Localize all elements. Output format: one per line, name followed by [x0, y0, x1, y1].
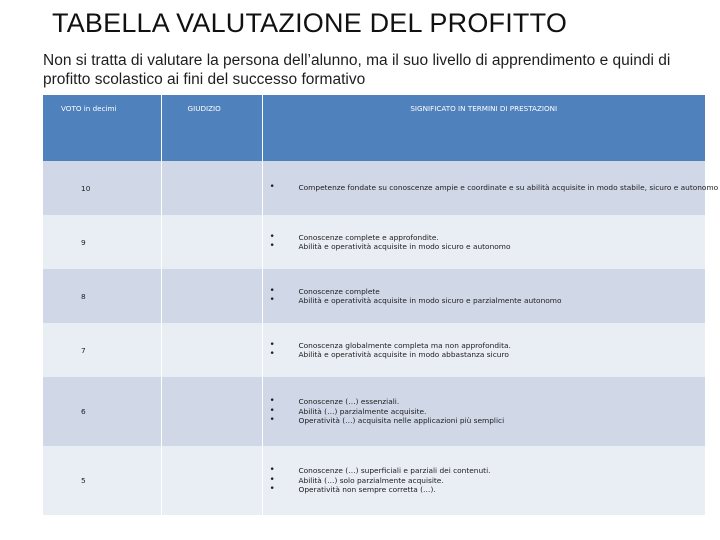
evaluation-table — [43, 95, 719, 515]
bullet-icon: • — [269, 474, 275, 485]
significato-cell — [262, 377, 705, 446]
header-voto: VOTO in decimi — [43, 95, 161, 161]
list-item — [269, 182, 719, 193]
list-item-text: Abilità e operatività acquisite in modo sicuro e autonomo — [298, 242, 511, 251]
bullet-icon: • — [269, 231, 275, 242]
list-item — [270, 242, 706, 252]
list-item-text: Operatività (…) acquisita nelle applicazioni più semplici — [298, 416, 505, 426]
table-row — [43, 323, 705, 377]
bullet-list — [270, 466, 706, 495]
table-row — [43, 215, 705, 269]
giudizio-cell — [161, 323, 262, 377]
list-item — [270, 287, 706, 297]
bullet-icon: • — [269, 465, 275, 476]
giudizio-cell — [161, 377, 262, 446]
list-item — [270, 397, 706, 407]
bullet-icon: • — [269, 285, 275, 296]
header-significato: SIGNIFICATO IN TERMINI DI PRESTAZIONI — [262, 95, 705, 161]
list-item-text: Abilità e operatività acquisite in modo abbastanza sicuro — [298, 350, 509, 359]
list-item-text: Competenze fondate su conoscenze ampie e coordinate e su abilità acquisite in modo stabile, sicuro e autonomo — [298, 183, 719, 193]
table-row — [43, 446, 705, 515]
giudizio-cell — [161, 269, 262, 323]
list-item-text: Conoscenze complete e approfondite. — [298, 232, 439, 242]
bullet-icon: • — [269, 396, 275, 407]
voto-cell: 10 — [43, 161, 161, 215]
bullet-icon: • — [269, 295, 275, 305]
list-item-text: Conoscenze (…) essenziali. — [298, 397, 400, 407]
bullet-icon: • — [269, 339, 275, 350]
bullet-icon: • — [269, 405, 275, 416]
significato-cell — [262, 269, 705, 323]
significato-cell — [262, 161, 719, 215]
slide-title: TABELLA VALUTAZIONE DEL PROFITTO — [52, 8, 568, 38]
voto-cell: 9 — [43, 215, 161, 269]
significato-cell — [262, 446, 705, 515]
bullet-icon: • — [269, 182, 275, 193]
significato-cell — [262, 215, 705, 269]
voto-cell: 7 — [43, 323, 161, 377]
list-item — [270, 296, 706, 306]
table-header-row — [43, 95, 705, 161]
list-item — [270, 350, 706, 360]
bullet-icon: • — [269, 241, 275, 251]
list-item-text: Operatività non sempre corretta (…). — [298, 485, 436, 495]
list-item — [270, 341, 706, 351]
header-giudizio: GIUDIZIO — [161, 95, 262, 161]
bullet-list — [270, 233, 706, 252]
giudizio-cell — [161, 161, 262, 215]
voto-cell: 8 — [43, 269, 161, 323]
list-item-text: Conoscenze complete — [298, 286, 380, 296]
giudizio-cell — [161, 215, 262, 269]
voto-cell: 5 — [43, 446, 161, 515]
bullet-icon: • — [269, 484, 275, 495]
bullet-list — [270, 341, 706, 360]
list-item-text: Conoscenza globalmente completa ma non approfondita. — [298, 340, 511, 350]
bullet-icon: • — [269, 349, 275, 359]
bullet-icon: • — [269, 415, 275, 426]
bullet-list — [269, 182, 719, 193]
list-item-text: Conoscenze (…) superficiali e parziali dei contenuti. — [298, 466, 491, 476]
slide-subtitle: Non si tratta di valutare la persona dell’alunno, ma il suo livello di apprendimento e quindi di profitto scolastico ai fini del successo formativo — [43, 52, 671, 88]
list-item-text: Abilità (…) parzialmente acquisite. — [298, 406, 427, 416]
bullet-list — [270, 287, 706, 306]
table-row — [43, 269, 705, 323]
list-item-text: Abilità e operatività acquisite in modo sicuro e parzialmente autonomo — [298, 296, 562, 305]
list-item — [270, 416, 706, 426]
table-row — [43, 161, 705, 215]
list-item — [270, 466, 706, 476]
list-item — [270, 476, 706, 486]
list-item-text: Abilità (…) solo parzialmente acquisite. — [298, 475, 444, 485]
giudizio-cell — [161, 446, 262, 515]
significato-cell — [262, 323, 705, 377]
list-item — [270, 485, 706, 495]
list-item — [270, 233, 706, 243]
list-item — [270, 407, 706, 417]
bullet-list — [270, 397, 706, 426]
voto-cell: 6 — [43, 377, 161, 446]
table-row — [43, 377, 705, 446]
